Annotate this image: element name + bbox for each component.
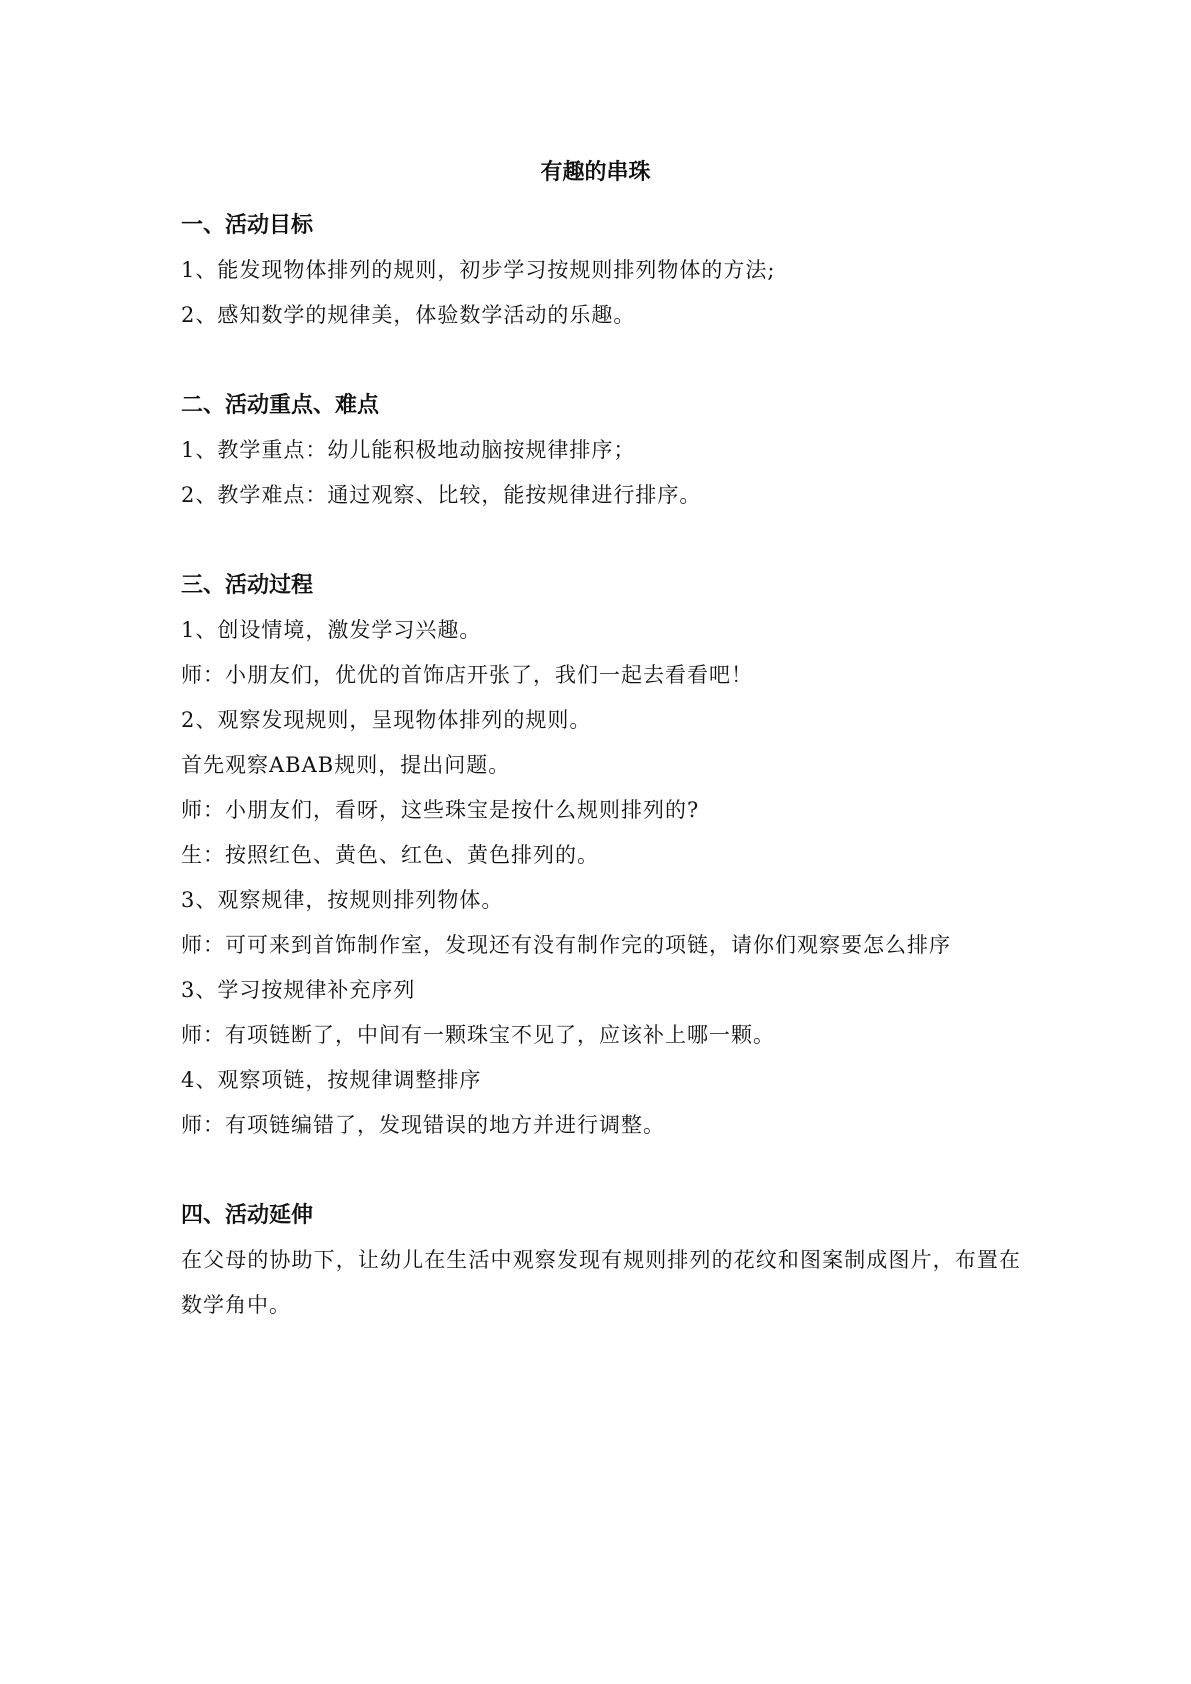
list-item: 3、观察规律，按规则排列物体。 — [181, 888, 504, 912]
list-item: 3、学习按规律补充序列 — [181, 978, 416, 1002]
list-item: 1、能发现物体排列的规则，初步学习按规则排列物体的方法; — [181, 258, 776, 282]
list-item: 师：有项链断了，中间有一颗珠宝不见了，应该补上哪一颗。 — [181, 1023, 775, 1047]
list-item: 师：小朋友们，看呀，这些珠宝是按什么规则排列的? — [181, 798, 700, 822]
list-item: 首先观察ABAB规则，提出问题。 — [181, 753, 511, 777]
list-item: 2、教学难点：通过观察、比较，能按规律进行排序。 — [181, 483, 702, 507]
list-item: 1、创设情境，激发学习兴趣。 — [181, 618, 482, 642]
document-title: 有趣的串珠 — [540, 160, 651, 185]
section-heading: 三、活动过程 — [181, 573, 314, 598]
list-item: 生：按照红色、黄色、红色、黄色排列的。 — [181, 843, 599, 867]
section-activity-process — [181, 563, 1021, 1148]
list-item: 师：可可来到首饰制作室，发现还有没有制作完的项链，请你们观察要怎么排序 — [181, 933, 951, 957]
list-item: 1、教学重点：幼儿能积极地动脑按规律排序； — [181, 438, 636, 462]
section-heading: 四、活动延伸 — [181, 1203, 314, 1228]
section-activity-goals — [181, 203, 1021, 338]
list-item: 2、观察发现规则，呈现物体排列的规则。 — [181, 708, 592, 732]
list-item: 师：有项链编错了，发现错误的地方并进行调整。 — [181, 1113, 665, 1137]
section-heading: 二、活动重点、难点 — [181, 393, 380, 418]
paragraph: 在父母的协助下，让幼儿在生活中观察发现有规则排列的花纹和图案制成图片，布置在数学角中。 — [181, 1248, 1021, 1317]
section-heading: 一、活动目标 — [181, 213, 314, 238]
list-item: 2、感知数学的规律美，体验数学活动的乐趣。 — [181, 303, 636, 327]
document-body — [181, 203, 1021, 1328]
list-item: 4、观察项链，按规律调整排序 — [181, 1068, 482, 1092]
section-key-points — [181, 383, 1021, 518]
list-item: 师：小朋友们，优优的首饰店开张了，我们一起去看看吧！ — [181, 663, 753, 687]
section-activity-extension — [181, 1193, 1021, 1328]
